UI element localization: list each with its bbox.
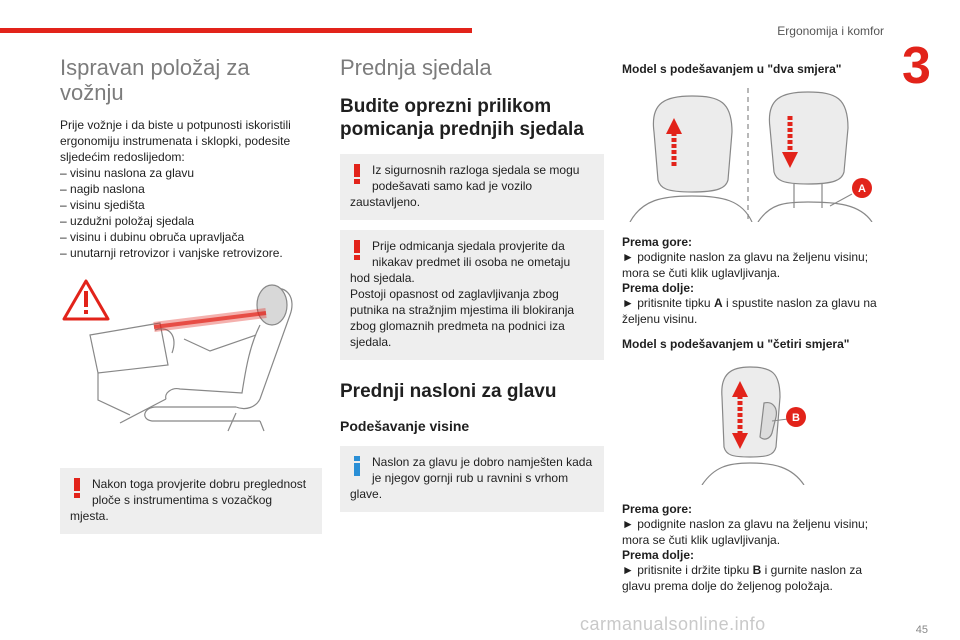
chapter-number: 3 — [902, 37, 931, 95]
svg-text:A: A — [858, 183, 866, 195]
note-check-visibility: Nakon toga provjerite dobru preglednost ploče s instrumentima s vozačkog mjesta. — [60, 468, 322, 534]
two-way-headrest-illustration — [622, 88, 884, 222]
intro-text: Prije vožnje i da biste u potpunosti iskoristili ergonomiju instrumenata i sklopki, podesite sljedećim redoslijedom: — [60, 118, 291, 165]
warning-seat-travel: Prije odmicanja sjedala provjerite da nikakav predmet ili osoba ne ometaju hod sjedala. Postoji opasnost od zaglavljivanja zbog putnika na stražnjim mjestima ili blokiranja zbog glomaznih predmeta na podnici iza sjedala. — [340, 230, 604, 360]
button-a-marker — [830, 178, 872, 206]
section-title-front-seats: Prednja sjedala — [340, 55, 492, 80]
subsection-title-caution: Budite oprezni prilikom pomicanja prednjih sjedala — [340, 95, 584, 141]
height-adjustment-title: Podešavanje visine — [340, 417, 470, 434]
section-title-driving-position: Ispravan položaj za vožnju — [60, 55, 250, 105]
model-two-way-title: Model s podešavanjem u "dva smjera" — [622, 62, 842, 76]
list-item: – nagib naslona — [60, 181, 322, 197]
list-item: – uzdužni položaj sjedala — [60, 213, 322, 229]
list-item: – unutarnji retrovizor i vanjske retrovizore. — [60, 245, 322, 261]
list-item: – visinu sjedišta — [60, 197, 322, 213]
two-way-instructions: Prema gore: ► podignite naslon za glavu na željenu visinu; mora se čuti klik uglavljivanja. Prema dolje: ► pritisnite tipku A i spustite naslon za glavu na željenu visinu. — [622, 235, 877, 326]
driving-position-illustration — [60, 275, 322, 435]
list-item: – visinu naslona za glavu — [60, 165, 322, 181]
seat-and-driver-drawing — [90, 285, 292, 431]
middle-column — [340, 56, 604, 512]
warning-icon — [350, 240, 364, 260]
svg-text:B: B — [792, 412, 800, 424]
warning-triangle-icon — [64, 281, 108, 319]
watermark: carmanualsonline.info — [580, 614, 766, 634]
four-way-instructions: Prema gore: ► podignite naslon za glavu na željenu visinu; mora se čuti klik uglavljivanja. Prema dolje: ► pritisnite i držite tipku B i gurnite naslon za glavu prema dolje do željenog položaja. — [622, 502, 869, 593]
model-four-way-title: Model s podešavanjem u "četiri smjera" — [622, 337, 850, 351]
four-way-headrest-illustration — [622, 363, 884, 485]
right-column — [622, 56, 884, 594]
warning-icon — [350, 164, 364, 184]
adjustment-list — [60, 165, 322, 261]
warning-stationary: Iz sigurnosnih razloga sjedala se mogu podešavati samo kad je vozilo zaustavljeno. — [340, 154, 604, 220]
info-icon — [350, 456, 364, 476]
left-column — [60, 56, 322, 534]
list-item: – visinu i dubinu obruča upravljača — [60, 229, 322, 245]
warning-icon — [70, 478, 84, 498]
header-accent-bar — [0, 28, 472, 33]
subsection-title-headrests: Prednji nasloni za glavu — [340, 381, 557, 403]
info-headrest-position: Naslon za glavu je dobro namješten kada je njegov gornji rub u ravnini s vrhom glave. — [340, 446, 604, 512]
page-number: 45 — [915, 624, 928, 636]
chapter-title: Ergonomija i komfor — [777, 24, 884, 38]
